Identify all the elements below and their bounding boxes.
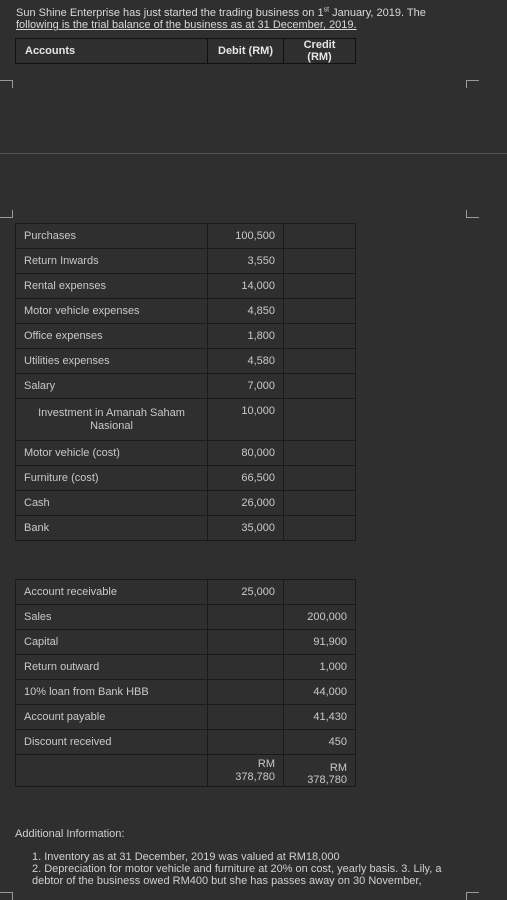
table-row	[16, 680, 356, 705]
debit-value	[208, 680, 284, 705]
header-debit: Debit (RM)	[208, 39, 284, 64]
debit-value: 80,000	[208, 441, 284, 466]
table-row	[16, 605, 356, 630]
table-row	[16, 655, 356, 680]
credit-value	[284, 324, 356, 349]
crop-mark	[0, 210, 13, 218]
header-credit: Credit (RM)	[284, 39, 356, 64]
credit-value	[284, 580, 356, 605]
crop-mark	[466, 892, 479, 900]
credit-value	[284, 274, 356, 299]
table-row	[16, 491, 356, 516]
debit-value	[208, 655, 284, 680]
account-name: Bank	[16, 516, 208, 541]
table-row	[16, 299, 356, 324]
debit-value	[208, 705, 284, 730]
account-name: Purchases	[16, 224, 208, 249]
crop-mark	[466, 210, 479, 218]
account-name: Sales	[16, 605, 208, 630]
account-name: Cash	[16, 491, 208, 516]
credit-value: 44,000	[284, 680, 356, 705]
table-row	[16, 374, 356, 399]
credit-value	[284, 441, 356, 466]
credit-value	[284, 349, 356, 374]
crop-mark	[466, 80, 479, 88]
additional-info-title: Additional Information:	[15, 828, 125, 840]
table-row	[16, 630, 356, 655]
debit-value: 14,000	[208, 274, 284, 299]
debit-value: 66,500	[208, 466, 284, 491]
page-divider	[0, 153, 507, 154]
credit-value: 91,900	[284, 630, 356, 655]
additional-info-body	[32, 851, 472, 887]
debit-value: 4,580	[208, 349, 284, 374]
account-name: Account receivable	[16, 580, 208, 605]
debit-value: 10,000	[208, 399, 284, 441]
account-name: Investment in Amanah Saham Nasional	[16, 399, 208, 441]
debit-value	[208, 630, 284, 655]
table-row	[16, 224, 356, 249]
total-debit: RM 378,780	[208, 755, 284, 787]
account-name: Furniture (cost)	[16, 466, 208, 491]
credit-value	[284, 491, 356, 516]
table-row	[16, 516, 356, 541]
table-row	[16, 730, 356, 755]
debit-value: 26,000	[208, 491, 284, 516]
crop-mark	[0, 80, 13, 88]
account-name: Motor vehicle (cost)	[16, 441, 208, 466]
intro-line-2: following is the trial balance of the business as at 31 December, 2019.	[16, 19, 357, 31]
account-name: Capital	[16, 630, 208, 655]
account-name: Account payable	[16, 705, 208, 730]
crop-mark	[0, 892, 13, 900]
credit-value	[284, 224, 356, 249]
credit-value	[284, 399, 356, 441]
table-row	[16, 705, 356, 730]
table-row	[16, 324, 356, 349]
account-name: Utilities expenses	[16, 349, 208, 374]
account-name: Discount received	[16, 730, 208, 755]
account-name: Return Inwards	[16, 249, 208, 274]
credit-value: 41,430	[284, 705, 356, 730]
table-row	[16, 349, 356, 374]
debit-value: 35,000	[208, 516, 284, 541]
credit-value	[284, 374, 356, 399]
intro-line-1: Sun Shine Enterprise has just started the trading business on 1st January, 2019. The	[16, 6, 426, 19]
table-row	[16, 399, 356, 441]
account-name: Return outward	[16, 655, 208, 680]
table-row	[16, 580, 356, 605]
credit-value	[284, 516, 356, 541]
totals-label-cell	[16, 755, 208, 787]
credit-value	[284, 466, 356, 491]
account-name: Motor vehicle expenses	[16, 299, 208, 324]
table-row	[16, 466, 356, 491]
trial-balance-table-2	[15, 579, 356, 787]
account-name: Office expenses	[16, 324, 208, 349]
debit-value: 25,000	[208, 580, 284, 605]
debit-value: 1,800	[208, 324, 284, 349]
table-row	[16, 441, 356, 466]
account-name: Rental expenses	[16, 274, 208, 299]
trial-balance-header	[15, 38, 356, 64]
debit-value	[208, 605, 284, 630]
trial-balance-table-1	[15, 223, 356, 541]
account-name: 10% loan from Bank HBB	[16, 680, 208, 705]
account-name: Salary	[16, 374, 208, 399]
header-accounts: Accounts	[16, 39, 208, 64]
totals-row	[16, 755, 356, 787]
additional-info-line: 2. Depreciation for motor vehicle and furniture at 20% on cost, yearly basis. 3. Lily, a debtor of the business owed RM400 but she has passes away on 30 November,	[32, 863, 442, 887]
total-credit: RM 378,780	[284, 755, 356, 787]
additional-info-line: 1. Inventory as at 31 December, 2019 was valued at RM18,000	[32, 851, 340, 863]
intro-text	[16, 7, 496, 31]
credit-value: 450	[284, 730, 356, 755]
debit-value: 100,500	[208, 224, 284, 249]
debit-value: 4,850	[208, 299, 284, 324]
credit-value: 1,000	[284, 655, 356, 680]
debit-value: 7,000	[208, 374, 284, 399]
debit-value: 3,550	[208, 249, 284, 274]
credit-value	[284, 249, 356, 274]
debit-value	[208, 730, 284, 755]
credit-value	[284, 299, 356, 324]
table-row	[16, 249, 356, 274]
table-row	[16, 274, 356, 299]
credit-value: 200,000	[284, 605, 356, 630]
